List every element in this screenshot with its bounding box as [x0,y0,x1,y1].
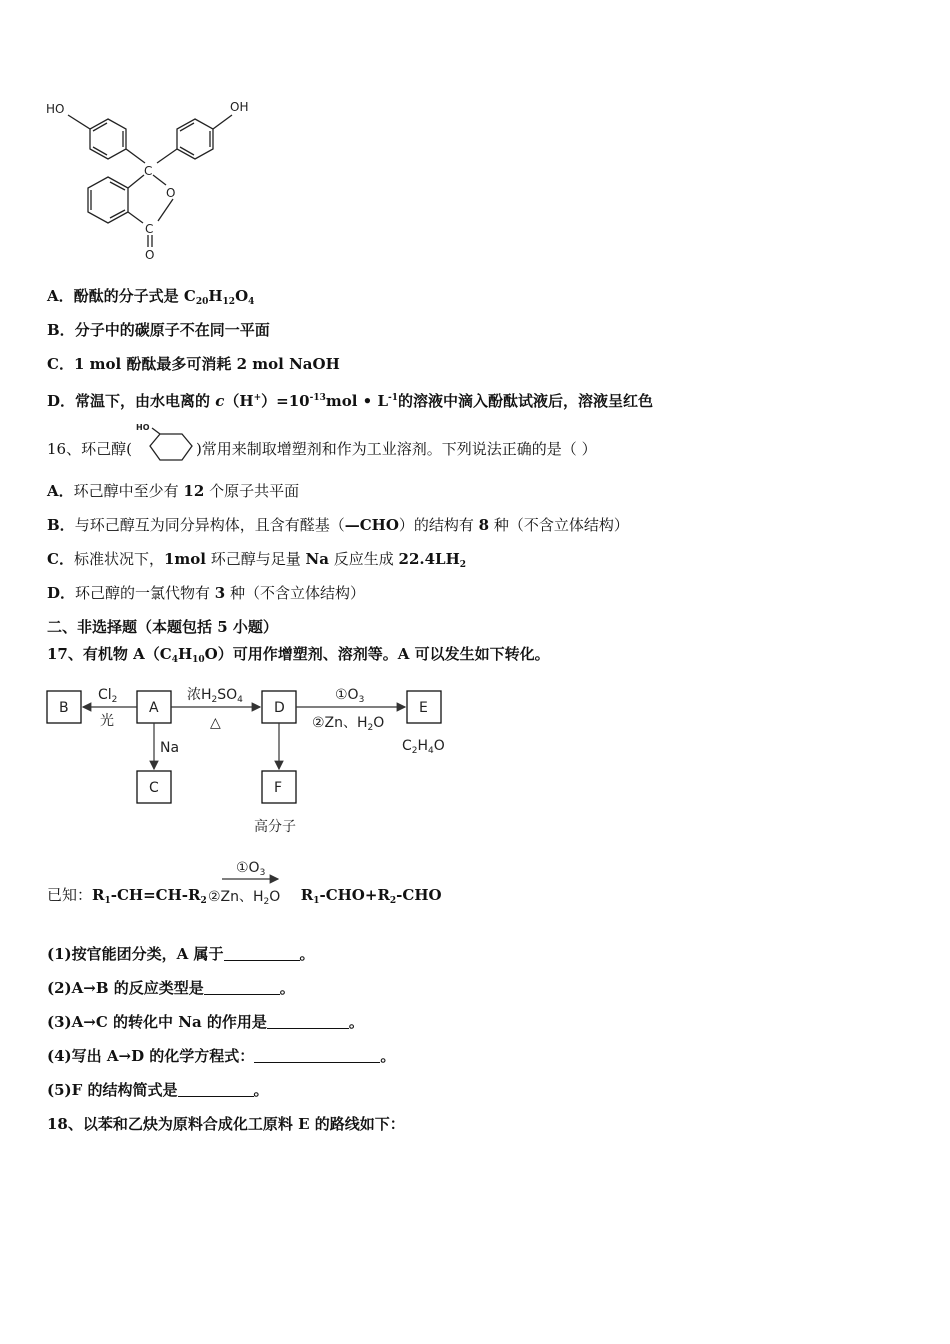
q16-option-a: A．环己醇中至少有 12 个原子共平面 [47,482,300,500]
f-polymer-note: 高分子 [254,819,296,835]
q17-question-1: (1)按官能团分类，A 属于 。 [47,945,315,963]
q17-question-2: (2)A→B 的反应类型是 。 [47,979,295,997]
zn-water-reagent: ②Zn、$H_2O$ [312,715,385,733]
cyclohexanol-ho-label: HO [136,423,150,432]
box-a-label: A [149,700,159,716]
oh-left-label: HO [46,102,65,116]
known-arrow [200,855,296,910]
q15-option-d: D．常温下，由水电离的 $c(H^+)=10^{-13}mol$ • $L^{-1}$的溶液中滴入酚酞试液后，溶液呈红色 [47,392,654,410]
box-c-label: C [149,780,159,796]
carbonyl-carbon-label: C [145,222,154,236]
answer-blank-5[interactable] [178,1082,254,1097]
q16-stem: 16、环己醇( )常用来制取增塑剂和作为工业溶剂。下列说法正确的是（ ） [47,440,597,458]
oh-right-label: OH [230,100,249,114]
box-b-label: B [59,700,69,716]
acid-reagent: 浓$H_2SO_4$ [187,687,243,705]
q17-question-3: (3)A→C 的转化中 Na 的作用是 。 [47,1013,364,1031]
central-carbon-label: C [144,164,153,178]
known-arrow-bottom: ②Zn、$H_2O$ [208,889,281,907]
answer-blank-3[interactable] [267,1014,349,1029]
answer-blank-2[interactable] [204,980,280,995]
q16-option-c: C．标准状况下，1mol 环己醇与足量 Na 反应生成 $22.4LH_2$ [47,550,467,570]
q18-stem: 18、以苯和乙炔为原料合成化工原料 E 的路线如下： [47,1115,405,1133]
q17-question-4: (4)写出 A→D 的化学方程式： 。 [47,1047,396,1065]
ring-oxygen-label: O [166,186,176,200]
q15-option-b: B．分子中的碳原子不在同一平面 [47,321,270,339]
carbonyl-oxygen-label: O [145,248,155,262]
q17-question-5: (5)F 的结构简式是 。 [47,1081,269,1099]
q16-option-d: D．环己醇的一氯代物有 3 种（不含立体结构） [47,584,366,602]
q15-option-c: C．1 mol 酚酞最多可消耗 2 mol NaOH [47,355,340,373]
box-e-label: E [419,700,428,716]
q17-stem: 17、有机物 $A(C_4H_{10}O)$可用作增塑剂、溶剂等。A 可以发生如下转化。 [47,645,550,665]
heat-condition: △ [210,715,221,731]
section-title: 二、非选择题（本题包括 5 小题） [47,618,278,636]
known-arrow-top: $①O_3$ [236,860,266,878]
q15-option-a: A．酚酞的分子式是 $C_{20}H_{12}O_4$ [47,287,255,307]
answer-blank-1[interactable] [224,946,300,961]
box-d-label: D [274,700,285,716]
answer-blank-4[interactable] [254,1048,380,1063]
cl2-reagent: $Cl_2$ [98,687,118,705]
na-reagent: Na [160,740,180,756]
cyclohexanol-structure [132,422,202,466]
box-f-label: F [274,780,283,796]
reaction-diagram [40,680,470,840]
light-condition: 光 [100,713,114,729]
e-formula: $C_2H_4O$ [402,738,445,756]
known-reaction: 已知：$R_1-CH=CH-R_2$ $R_1-CHO+R_2$-CHO [47,886,442,906]
phenolphthalein-structure [40,95,270,275]
q16-option-b: B．与环己醇互为同分异构体，且含有醛基（—CHO）的结构有 8 种（不含立体结构） [47,516,629,534]
ozone-reagent: $①O_3$ [335,687,365,705]
